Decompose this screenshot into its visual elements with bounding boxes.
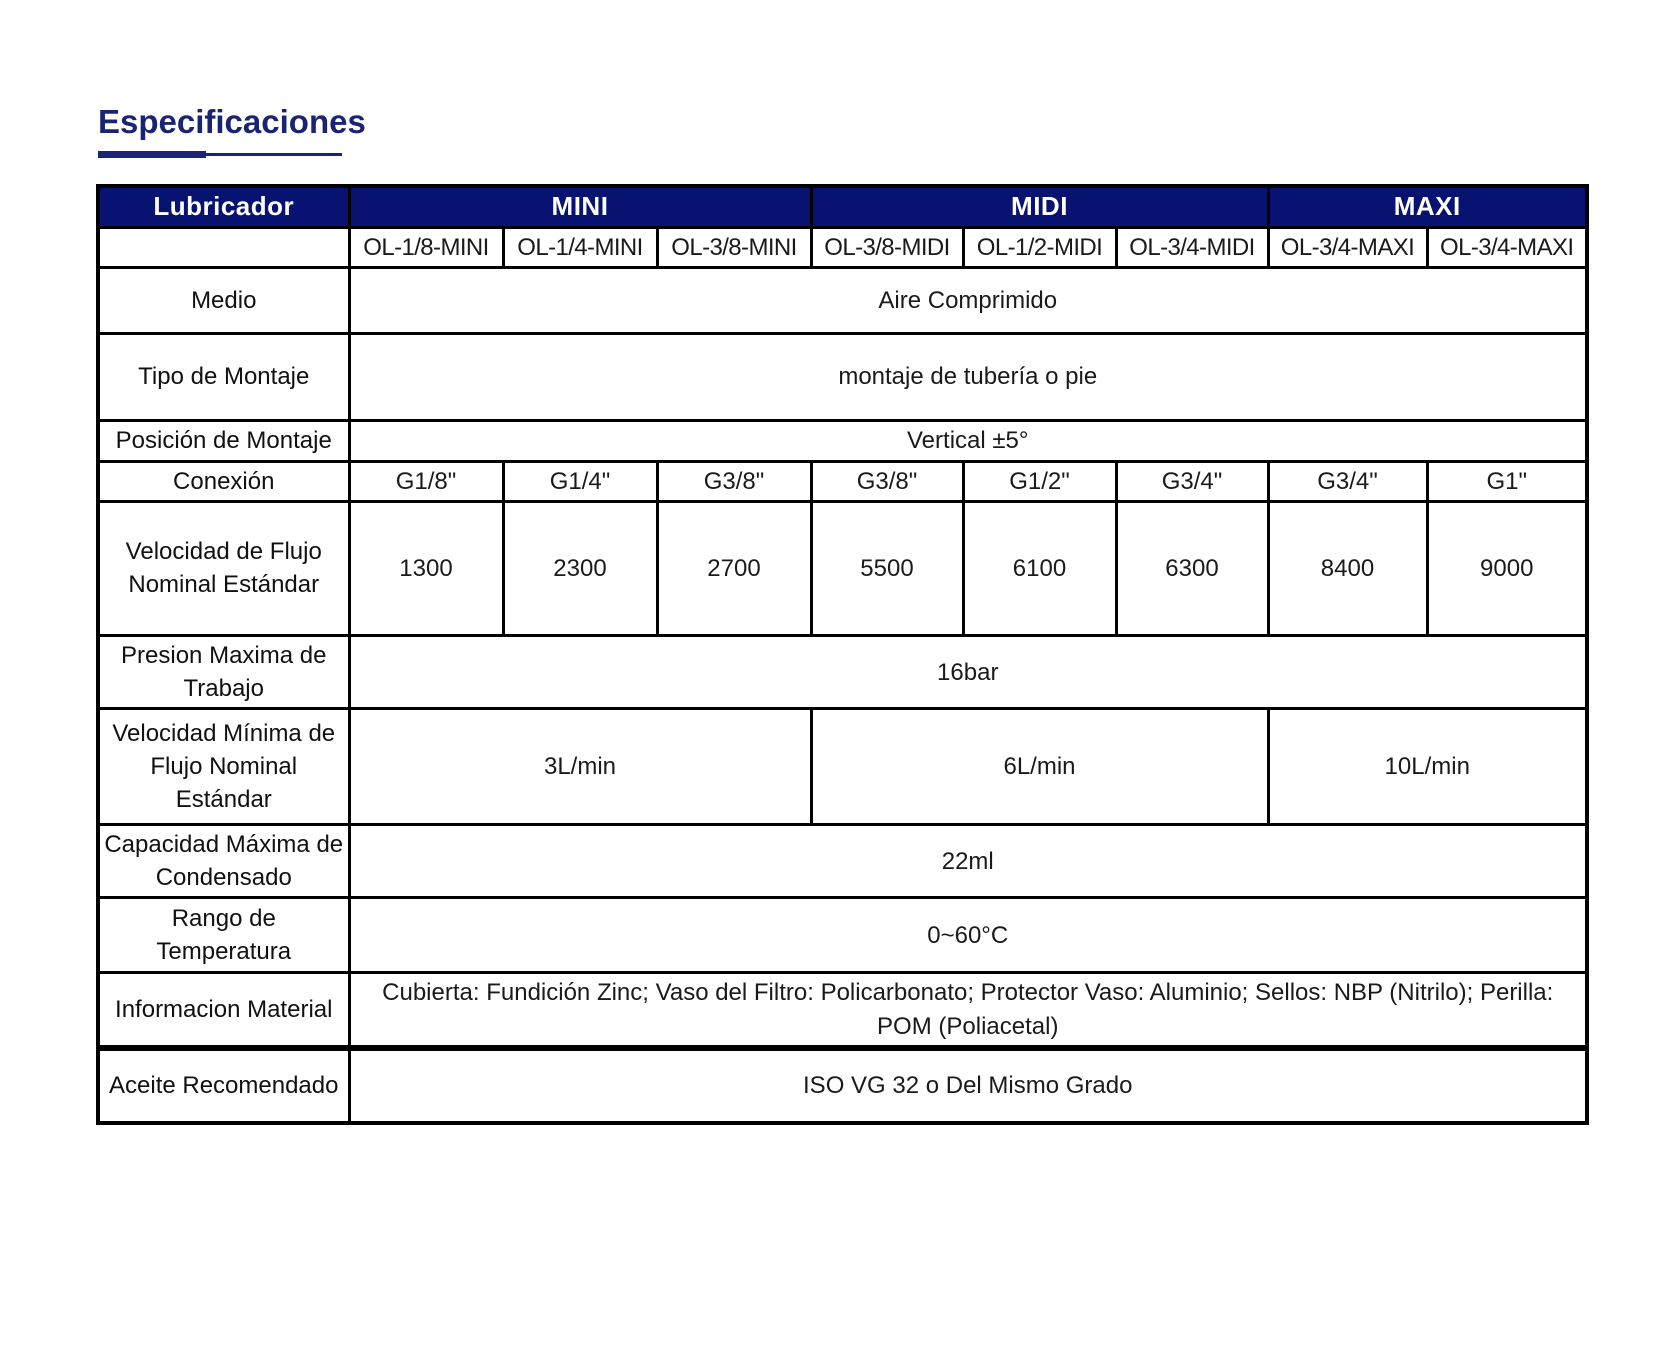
group-header-maxi: MAXI	[1268, 186, 1587, 227]
model-row	[98, 227, 1587, 267]
model-cell: OL-3/4-MIDI	[1116, 227, 1268, 267]
title-underline-thick	[98, 151, 206, 158]
specifications-table	[96, 184, 1589, 1125]
row-aceite	[98, 1048, 1587, 1123]
row-medio	[98, 267, 1587, 333]
value-flujo-nominal: 2700	[657, 501, 811, 635]
row-label-flujo-nominal: Velocidad de Flujo Nominal Estándar	[98, 501, 349, 635]
value-conexion: G1/4"	[503, 461, 657, 501]
value-capacidad: 22ml	[349, 825, 1587, 898]
corner-header-lubricador: Lubricador	[98, 186, 349, 227]
row-label-rango-temperatura: Rango de Temperatura	[98, 898, 349, 973]
value-conexion: G3/4"	[1116, 461, 1268, 501]
value-flujo-nominal: 8400	[1268, 501, 1427, 635]
row-flujo-nominal	[98, 501, 1587, 635]
value-material: Cubierta: Fundición Zinc; Vaso del Filtro: Policarbonato; Protector Vaso: Aluminio; Sellos: NBP (Nitrilo); Perilla: POM (Poliacetal)	[349, 973, 1587, 1048]
value-flujo-nominal: 6100	[963, 501, 1116, 635]
value-conexion: G1"	[1427, 461, 1587, 501]
row-label-tipo-montaje: Tipo de Montaje	[98, 333, 349, 420]
row-flujo-minimo	[98, 709, 1587, 825]
title-underline	[98, 150, 342, 158]
model-cell: OL-3/4-MAXI	[1427, 227, 1587, 267]
row-capacidad	[98, 825, 1587, 898]
value-conexion: G3/8"	[811, 461, 963, 501]
title-underline-thin	[206, 153, 342, 156]
model-cell: OL-3/4-MAXI	[1268, 227, 1427, 267]
row-presion-maxima	[98, 635, 1587, 708]
value-flujo-minimo-midi: 6L/min	[811, 709, 1268, 825]
model-cell: OL-1/4-MINI	[503, 227, 657, 267]
value-flujo-minimo-maxi: 10L/min	[1268, 709, 1587, 825]
value-conexion: G3/8"	[657, 461, 811, 501]
value-aceite: ISO VG 32 o Del Mismo Grado	[349, 1048, 1587, 1123]
value-conexion: G1/2"	[963, 461, 1116, 501]
value-flujo-nominal: 6300	[1116, 501, 1268, 635]
row-label-medio: Medio	[98, 267, 349, 333]
row-conexion	[98, 461, 1587, 501]
row-label-material: Informacion Material	[98, 973, 349, 1048]
value-posicion-montaje: Vertical ±5°	[349, 420, 1587, 461]
row-posicion-montaje	[98, 420, 1587, 461]
table-header-row	[98, 186, 1587, 227]
model-cell: OL-1/8-MINI	[349, 227, 503, 267]
value-rango-temperatura: 0~60°C	[349, 898, 1587, 973]
model-empty-cell	[98, 227, 349, 267]
group-header-mini: MINI	[349, 186, 811, 227]
row-label-aceite: Aceite Recomendado	[98, 1048, 349, 1123]
value-conexion: G1/8"	[349, 461, 503, 501]
value-medio: Aire Comprimido	[349, 267, 1587, 333]
row-rango-temperatura	[98, 898, 1587, 973]
row-label-conexion: Conexión	[98, 461, 349, 501]
model-cell: OL-3/8-MINI	[657, 227, 811, 267]
value-flujo-nominal: 9000	[1427, 501, 1587, 635]
row-label-capacidad: Capacidad Máxima de Condensado	[98, 825, 349, 898]
value-flujo-nominal: 2300	[503, 501, 657, 635]
value-presion-maxima: 16bar	[349, 635, 1587, 708]
row-label-presion-maxima: Presion Maxima de Trabajo	[98, 635, 349, 708]
value-conexion: G3/4"	[1268, 461, 1427, 501]
row-label-posicion-montaje: Posición de Montaje	[98, 420, 349, 461]
row-material	[98, 973, 1587, 1048]
model-cell: OL-1/2-MIDI	[963, 227, 1116, 267]
value-flujo-nominal: 1300	[349, 501, 503, 635]
model-cell: OL-3/8-MIDI	[811, 227, 963, 267]
row-label-flujo-minimo: Velocidad Mínima de Flujo Nominal Estándar	[98, 709, 349, 825]
group-header-midi: MIDI	[811, 186, 1268, 227]
value-flujo-nominal: 5500	[811, 501, 963, 635]
row-tipo-montaje	[98, 333, 1587, 420]
page-title: Especificaciones	[98, 103, 366, 140]
value-tipo-montaje: montaje de tubería o pie	[349, 333, 1587, 420]
value-flujo-minimo-mini: 3L/min	[349, 709, 811, 825]
